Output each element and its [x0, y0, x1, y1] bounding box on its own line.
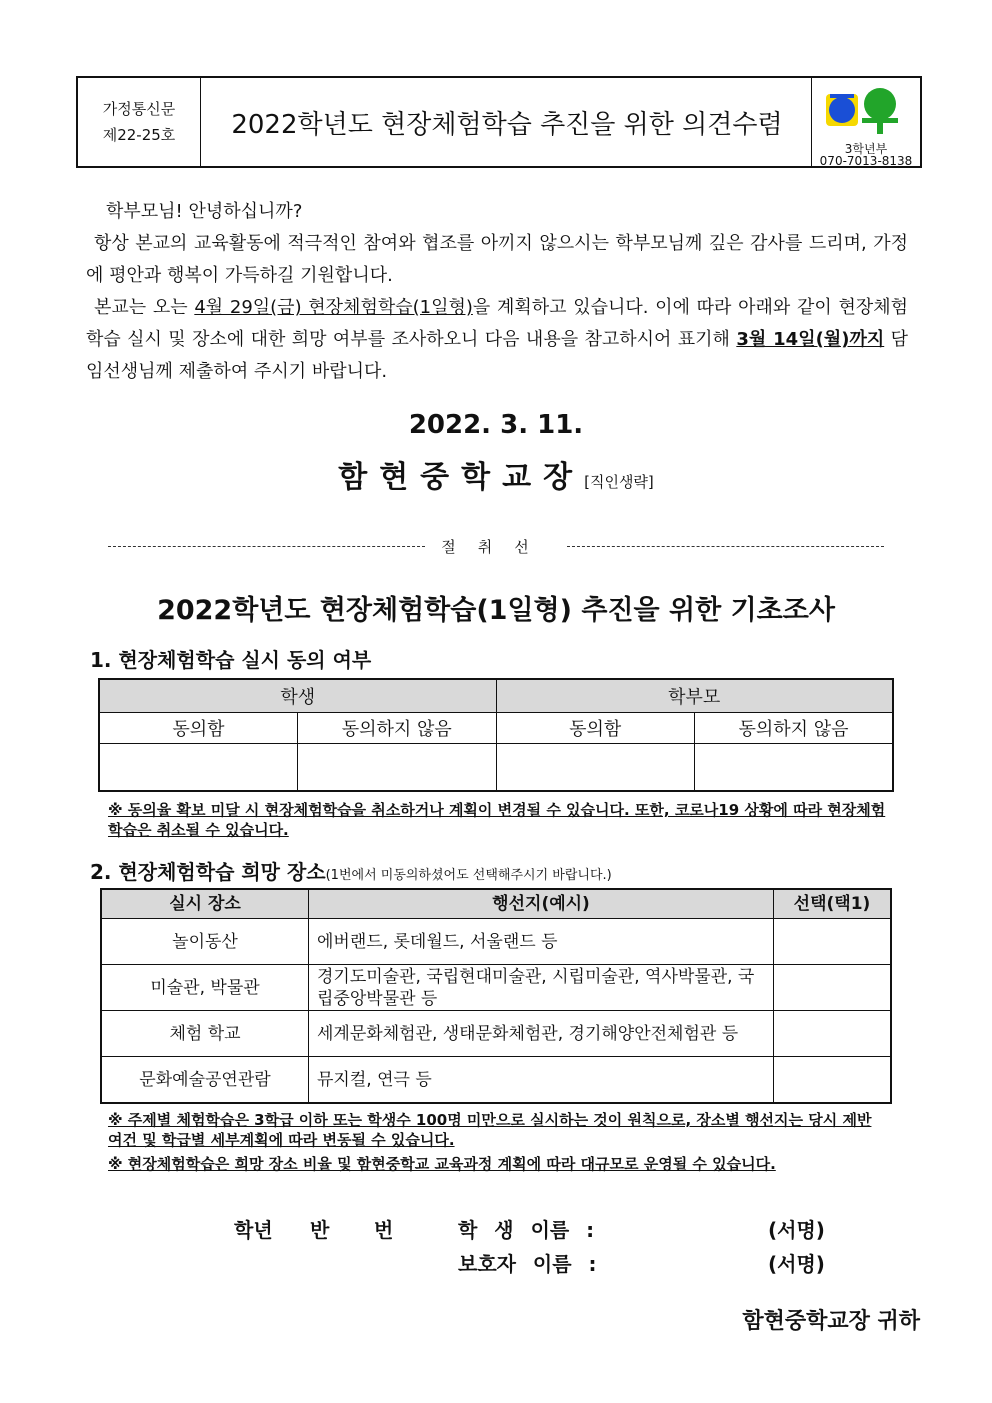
- consent-group-row: [99, 679, 893, 713]
- cut-line-label: 절취선: [441, 538, 551, 556]
- parent-agree-label: 동의함: [496, 713, 695, 744]
- destination-cell: 경기도미술관, 국립현대미술관, 시립미술관, 역사박물관, 국립중앙박물관 등: [309, 965, 774, 1011]
- newsletter-title: 2022학년도 현장체험학습 추진을 위한 의견수렴: [231, 109, 783, 140]
- consent-table: [98, 678, 894, 792]
- letter-date: 2022. 3. 11.: [408, 410, 584, 440]
- col-place: 실시 장소: [101, 889, 309, 919]
- parent-disagree-label: 동의하지 않음: [695, 713, 894, 744]
- seal-note: [직인생략]: [584, 473, 654, 491]
- guardian-sign: (서명): [768, 1252, 825, 1276]
- consent-mark-row: [99, 744, 893, 792]
- section2-heading: [90, 856, 612, 885]
- table-row: [101, 919, 891, 965]
- student-sign: (서명): [768, 1218, 825, 1242]
- destination-cell: 뮤지컬, 연극 등: [309, 1057, 774, 1104]
- student-disagree-label: 동의하지 않음: [298, 713, 497, 744]
- thanks-paragraph: 항상 본교의 교육활동에 적극적인 참여와 협조를 아끼지 않으시는 학부모님께 깊은 감사를 드리며, 가정에 평안과 행복이 가득하길 기원합니다.: [86, 233, 908, 286]
- principal-title: 함현중학교장: [338, 460, 585, 495]
- newsletter-number: 제22-25호: [102, 126, 176, 144]
- table-row: [101, 965, 891, 1011]
- plan-paragraph: [86, 292, 908, 388]
- place-cell: 문화예술공연관람: [101, 1057, 309, 1104]
- theme-note: ※ 주제별 체험학습은 3학급 이하 또는 학생수 100명 미만으로 실시하는 것이 원칙으로, 장소별 행선지는 당시 제반 여건 및 학급별 세부계획에 따라 변동될 수 있습니다.: [108, 1111, 872, 1149]
- plan-text-b: 을 계획하고 있습니다. 이에 따라 아래와 같이 현장체험학습 실시 및 장소에 대한 희망 여부를 조사하오니 다음 내용을 참고하시어 표기해: [86, 297, 908, 350]
- department-phone: 070-7013-8138: [819, 154, 913, 168]
- consent-note: ※ 동의율 확보 미달 시 현장체험학습을 취소하거나 계획이 변경될 수 있습니다. 또한, 코로나19 상황에 따라 현장체험학습은 취소될 수 있습니다.: [108, 801, 886, 839]
- place-cell: 체험 학교: [101, 1011, 309, 1057]
- group-student: 학생: [99, 679, 496, 713]
- select-cell[interactable]: [774, 1011, 892, 1057]
- grade-label: 학년: [234, 1218, 273, 1242]
- section1-heading: 1. 현장체험학습 실시 동의 여부: [90, 648, 372, 672]
- place-cell: 미술관, 박물관: [101, 965, 309, 1011]
- letter-body: [86, 196, 908, 388]
- select-cell[interactable]: [774, 919, 892, 965]
- destination-header-row: [101, 889, 891, 919]
- submission-deadline: 3월 14일(월)까지: [736, 329, 885, 350]
- newsletter-id: [78, 78, 201, 166]
- col-destination: 행선지(예시): [309, 889, 774, 919]
- section2-title: 2. 현장체험학습 희망 장소: [90, 860, 326, 884]
- parent-disagree-cell[interactable]: [695, 744, 894, 792]
- table-row: [101, 1011, 891, 1057]
- greeting: 학부모님! 안녕하십니까?: [106, 201, 303, 222]
- parent-agree-cell[interactable]: [496, 744, 695, 792]
- addressee: 함현중학교장 귀하: [742, 1309, 920, 1334]
- select-cell[interactable]: [774, 1057, 892, 1104]
- class-label: 반: [310, 1218, 330, 1242]
- school-logo-box: [811, 78, 920, 166]
- school-logo-icon: [822, 82, 910, 138]
- col-select: 선택(택1): [774, 889, 892, 919]
- student-agree-cell[interactable]: [99, 744, 298, 792]
- cut-dash-right: [567, 546, 884, 547]
- principal-line: [0, 452, 992, 496]
- guardian-name-label: 보호자 이름 :: [458, 1252, 597, 1276]
- destination-cell: 세계문화체험관, 생태문화체험관, 경기해양안전체험관 등: [309, 1011, 774, 1057]
- newsletter-header: [76, 76, 922, 168]
- place-cell: 놀이동산: [101, 919, 309, 965]
- plan-text-a: 본교는 오는: [94, 297, 195, 318]
- scale-note: ※ 현장체험학습은 희망 장소 비율 및 함현중학교 교육과정 계획에 따라 대규모로 운영될 수 있습니다.: [108, 1155, 776, 1173]
- consent-option-row: [99, 713, 893, 744]
- group-parent: 학부모: [496, 679, 893, 713]
- select-cell[interactable]: [774, 965, 892, 1011]
- trip-date: 4월 29일(금) 현장체험학습(1일형): [194, 297, 473, 318]
- newsletter-label: 가정통신문: [102, 100, 176, 118]
- destination-cell: 에버랜드, 롯데월드, 서울랜드 등: [309, 919, 774, 965]
- table-row: [101, 1057, 891, 1104]
- student-name-label: 학 생 이름 :: [458, 1218, 595, 1242]
- cut-dash-left: [108, 546, 425, 547]
- section2-note: (1번에서 미동의하셨어도 선택해주시기 바랍니다.): [325, 868, 612, 883]
- cut-line: [108, 536, 884, 557]
- destination-table: [100, 888, 892, 1104]
- survey-title: 2022학년도 현장체험학습(1일형) 추진을 위한 기초조사: [157, 595, 835, 626]
- department: 3학년부: [844, 142, 888, 156]
- number-label: 번: [374, 1218, 394, 1242]
- student-disagree-cell[interactable]: [298, 744, 497, 792]
- plan-text-c: 담임선생님께 제출하여 주시기 바랍니다.: [86, 329, 908, 382]
- student-agree-label: 동의함: [99, 713, 298, 744]
